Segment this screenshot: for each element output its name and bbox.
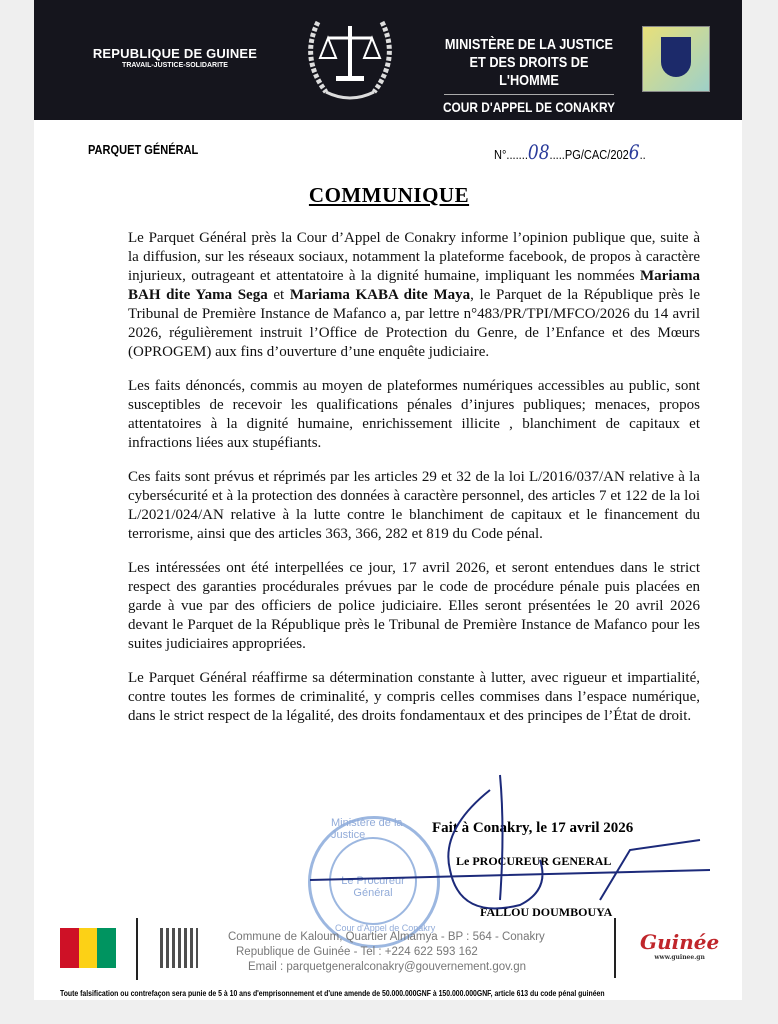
communique-body xyxy=(128,229,700,741)
address-line-2: Republique de Guinée - Tel : +224 622 593 162 xyxy=(236,946,478,958)
republic-name: REPUBLIQUE DE GUINEE xyxy=(92,46,258,61)
divider xyxy=(444,94,614,95)
guinee-brand-logo: Guinée www.guinee.gn xyxy=(640,930,720,961)
ministry-line-1: MINISTÈRE DE LA JUSTICE xyxy=(444,36,614,53)
guinea-flag-icon xyxy=(60,928,116,968)
ministry-block xyxy=(424,36,634,115)
stamp-ring-text: Ministère de la Justice xyxy=(331,817,403,841)
qr-code-icon xyxy=(160,928,198,968)
justice-scales-emblem-icon xyxy=(296,12,404,104)
ministry-line-2: ET DES DROITS DE L'HOMME xyxy=(469,54,589,89)
address-line-1: Commune de Kaloum, Quartier Almamya - BP : 564 - Conakry xyxy=(228,931,545,943)
legal-warning: Toute falsification ou contrefaçon sera punie de 5 à 10 ans d'emprisonnement et d'une amende de 50.000.000GNF à 150.000.000GNF, article 613 du code pénal guinéen xyxy=(60,989,605,998)
divider xyxy=(614,918,616,978)
paragraph-5: Le Parquet Général réaffirme sa détermination constante à lutter, avec rigueur et impartialité, contre toutes les formes de criminalité, y compris celles commises dans l’espace numérique, dans le strict respect de la légalité, des droits fondamentaux et des principes de l’État de droit. xyxy=(128,670,700,724)
reference-handwritten-number: 08 xyxy=(527,140,550,164)
court-name: COUR D'APPEL DE CONAKRY xyxy=(442,99,616,115)
stamp-center-text: Le Procureur Général xyxy=(341,875,405,899)
contact-address xyxy=(228,930,545,975)
reference-year-digit: 6 xyxy=(628,140,640,164)
reference-code: .....PG/CAC/202 xyxy=(549,147,629,162)
republic-motto: TRAVAIL-JUSTICE-SOLIDARITE xyxy=(122,62,228,69)
stamp-bottom-text: Cour d'Appel de Conakry xyxy=(335,923,436,933)
handwritten-signature-icon xyxy=(300,770,720,930)
document-title: COMMUNIQUE xyxy=(308,183,470,207)
paragraph-4: Les intéressées ont été interpellées ce jour, 17 avril 2026, et seront entendues dans le strict respect des garanties procédurales prévues par le code de procédure pénale puis placées en garde à vue par des officiers de police judiciaire. Elles seront présentées le 20 avril 2026 devant le Parquet de la République près le Tribunal de Première Instance de Mafanco pour les suites judiciaires appropriées. xyxy=(128,560,700,652)
email: Email : parquetgeneralconakry@gouvernement.gov.gn xyxy=(248,961,527,973)
paragraph-1 xyxy=(128,229,700,362)
place-date: Fait à Conakry, le 17 avril 2026 xyxy=(432,820,634,836)
person-name: Mariama BAH dite Yama Sega xyxy=(128,268,700,303)
reference-prefix: N°....... xyxy=(494,147,528,162)
person-name: Mariama KABA dite Maya xyxy=(289,287,471,303)
court-crest-icon xyxy=(642,26,710,92)
paragraph-2: Les faits dénoncés, commis au moyen de plateformes numériques accessibles au public, sont susceptibles de recevoir les qualifications pénales d’injures publiques; menaces, propos attentatoires à la dignité humaine, enrichissement illicite , blanchiment de capitaux et infractions liées aux stupéfiants. xyxy=(128,378,700,451)
divider xyxy=(136,918,138,980)
office-name: PARQUET GÉNÉRAL xyxy=(88,142,199,157)
text: Le Parquet Général près la Cour d’Appel de Conakry informe l’opinion publique que, suite à la diffusion, sur les réseaux sociaux, notamment la plateforme facebook, de propos à caractère injurieux, outrageant et attentatoire à la dignité humaine, impliquant les nommées xyxy=(128,230,700,284)
text: et xyxy=(267,287,290,303)
paragraph-3: Ces faits sont prévus et réprimés par les articles 29 et 32 de la loi L/2016/037/AN relative à la cybersécurité et à la protection des données à caractère personnel, des articles 7 et 122 de la loi L/2021/024/AN relative à la lutte contre le blanchiment de capitaux et le financement du terrorisme, ainsi que des articles 363, 366, 282 et 819 du Code pénal. xyxy=(128,469,700,542)
signatory-role: Le PROCUREUR GENERAL xyxy=(456,854,612,868)
republic-block xyxy=(86,46,264,69)
signatory-name: FALLOU DOUMBOUYA xyxy=(480,905,613,919)
reference-suffix: .. xyxy=(639,147,646,162)
letterhead xyxy=(34,0,742,120)
text: , le Parquet de la République près le Tribunal de Première Instance de Mafanco a, par lettre n°483/PR/TPI/MFCO/2026 du 14 avril 2026, régulièrement instruit l’Office de Protection du Genre, de l’Enfance et des Mœurs (OPROGEM) aux fins d’ouverture d’une enquête judiciaire. xyxy=(128,287,701,360)
reference-number xyxy=(494,140,646,164)
